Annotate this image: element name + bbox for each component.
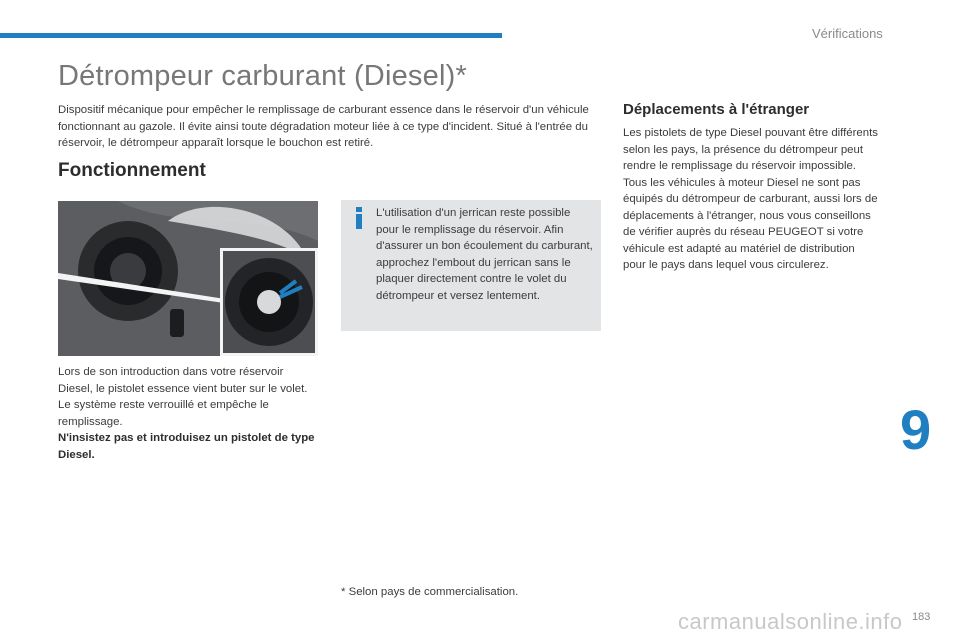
page-number: 183 bbox=[912, 611, 931, 623]
fonctionnement-caption bbox=[58, 364, 316, 463]
footnote: * Selon pays de commercialisation. bbox=[341, 586, 519, 598]
chapter-number: 9 bbox=[900, 398, 932, 461]
deplacements-text-1: Les pistolets de type Diesel pouvant être différents selon les pays, la présence du détrompeur peut rendre le remplissage du réservoir impossible. bbox=[623, 127, 878, 172]
deplacements-text bbox=[623, 125, 878, 274]
page-title: Détrompeur carburant (Diesel)* bbox=[58, 60, 467, 92]
info-box bbox=[341, 200, 601, 331]
deplacements-heading: Déplacements à l'étranger bbox=[623, 101, 810, 118]
intro-paragraph: Dispositif mécanique pour empêcher le remplissage de carburant essence dans le réservoir d'un véhicule fonctionnant au gazole. Il évite ainsi toute dégradation moteur liée à ce type d'incident. Situé à l'entrée du réservoir, le détrompeur apparaît lorsque le bouchon est retiré. bbox=[58, 104, 589, 149]
watermark: carmanualsonline.info bbox=[678, 609, 903, 634]
fonctionnement-heading: Fonctionnement bbox=[58, 160, 206, 181]
info-icon bbox=[354, 207, 364, 229]
header-accent-bar bbox=[0, 33, 502, 38]
section-label: Vérifications bbox=[812, 26, 883, 41]
caption-warning: N'insistez pas et introduisez un pistolet de type Diesel. bbox=[58, 432, 315, 461]
info-text: L'utilisation d'un jerrican reste possible pour le remplissage du réservoir. Afin d'assurer un bon écoulement du carburant, approchez l'embout du jerrican sans le plaquer directement contre le volet du détrompeur et versez lentement. bbox=[376, 207, 593, 302]
fuel-filler-photo bbox=[58, 201, 318, 356]
deplacements-text-2: Tous les véhicules à moteur Diesel ne sont pas équipés du détrompeur de carburant, aussi lors de déplacements à l'étranger, nous vous conseillons de vérifier auprès du réseau PEUGEOT si votre véhicule est adapté au matériel de distribution pour le pays dans lequel vous circulerez. bbox=[623, 176, 878, 271]
caption-text: Lors de son introduction dans votre réservoir Diesel, le pistolet essence vient buter sur le volet. Le système reste verrouillé et empêche le remplissage. bbox=[58, 366, 308, 428]
